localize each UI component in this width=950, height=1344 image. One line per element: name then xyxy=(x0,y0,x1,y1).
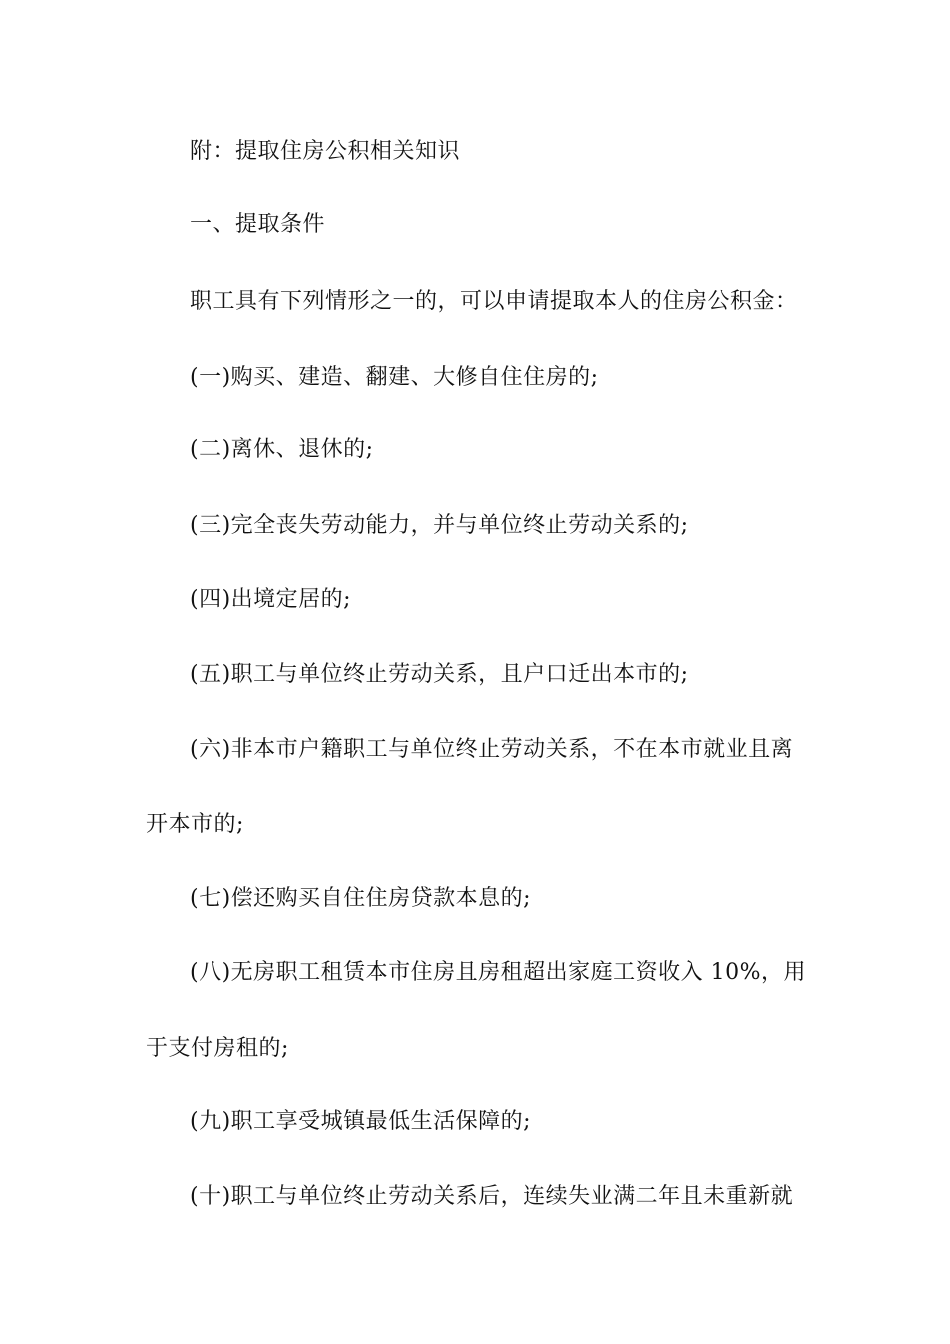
list-item-9: (九)职工享受城镇最低生活保障的; xyxy=(190,1109,532,1134)
list-item-6-continued: 开本市的; xyxy=(146,812,244,837)
list-item-5: (五)职工与单位终止劳动关系，且户口迁出本市的; xyxy=(190,662,689,687)
list-item-1: (一)购买、建造、翻建、大修自住住房的; xyxy=(190,365,599,390)
list-item-2: (二)离休、退休的; xyxy=(190,437,374,462)
paragraph-intro: 职工具有下列情形之一的，可以申请提取本人的住房公积金： xyxy=(190,289,798,314)
list-item-7: (七)偿还购买自住住房贷款本息的; xyxy=(190,886,532,911)
section-heading: 一、提取条件 xyxy=(190,212,326,237)
appendix-title: 附：提取住房公积相关知识 xyxy=(190,139,461,164)
list-item-8-continued: 于支付房租的; xyxy=(146,1036,289,1061)
list-item-8: (八)无房职工租赁本市住房且房租超出家庭工资收入 10%，用 xyxy=(190,960,807,985)
list-item-10: (十)职工与单位终止劳动关系后，连续失业满二年且未重新就 xyxy=(190,1184,794,1209)
list-item-3: (三)完全丧失劳动能力，并与单位终止劳动关系的; xyxy=(190,513,689,538)
list-item-4: (四)出境定居的; xyxy=(190,587,352,612)
list-item-6: (六)非本市户籍职工与单位终止劳动关系，不在本市就业且离 xyxy=(190,737,794,762)
